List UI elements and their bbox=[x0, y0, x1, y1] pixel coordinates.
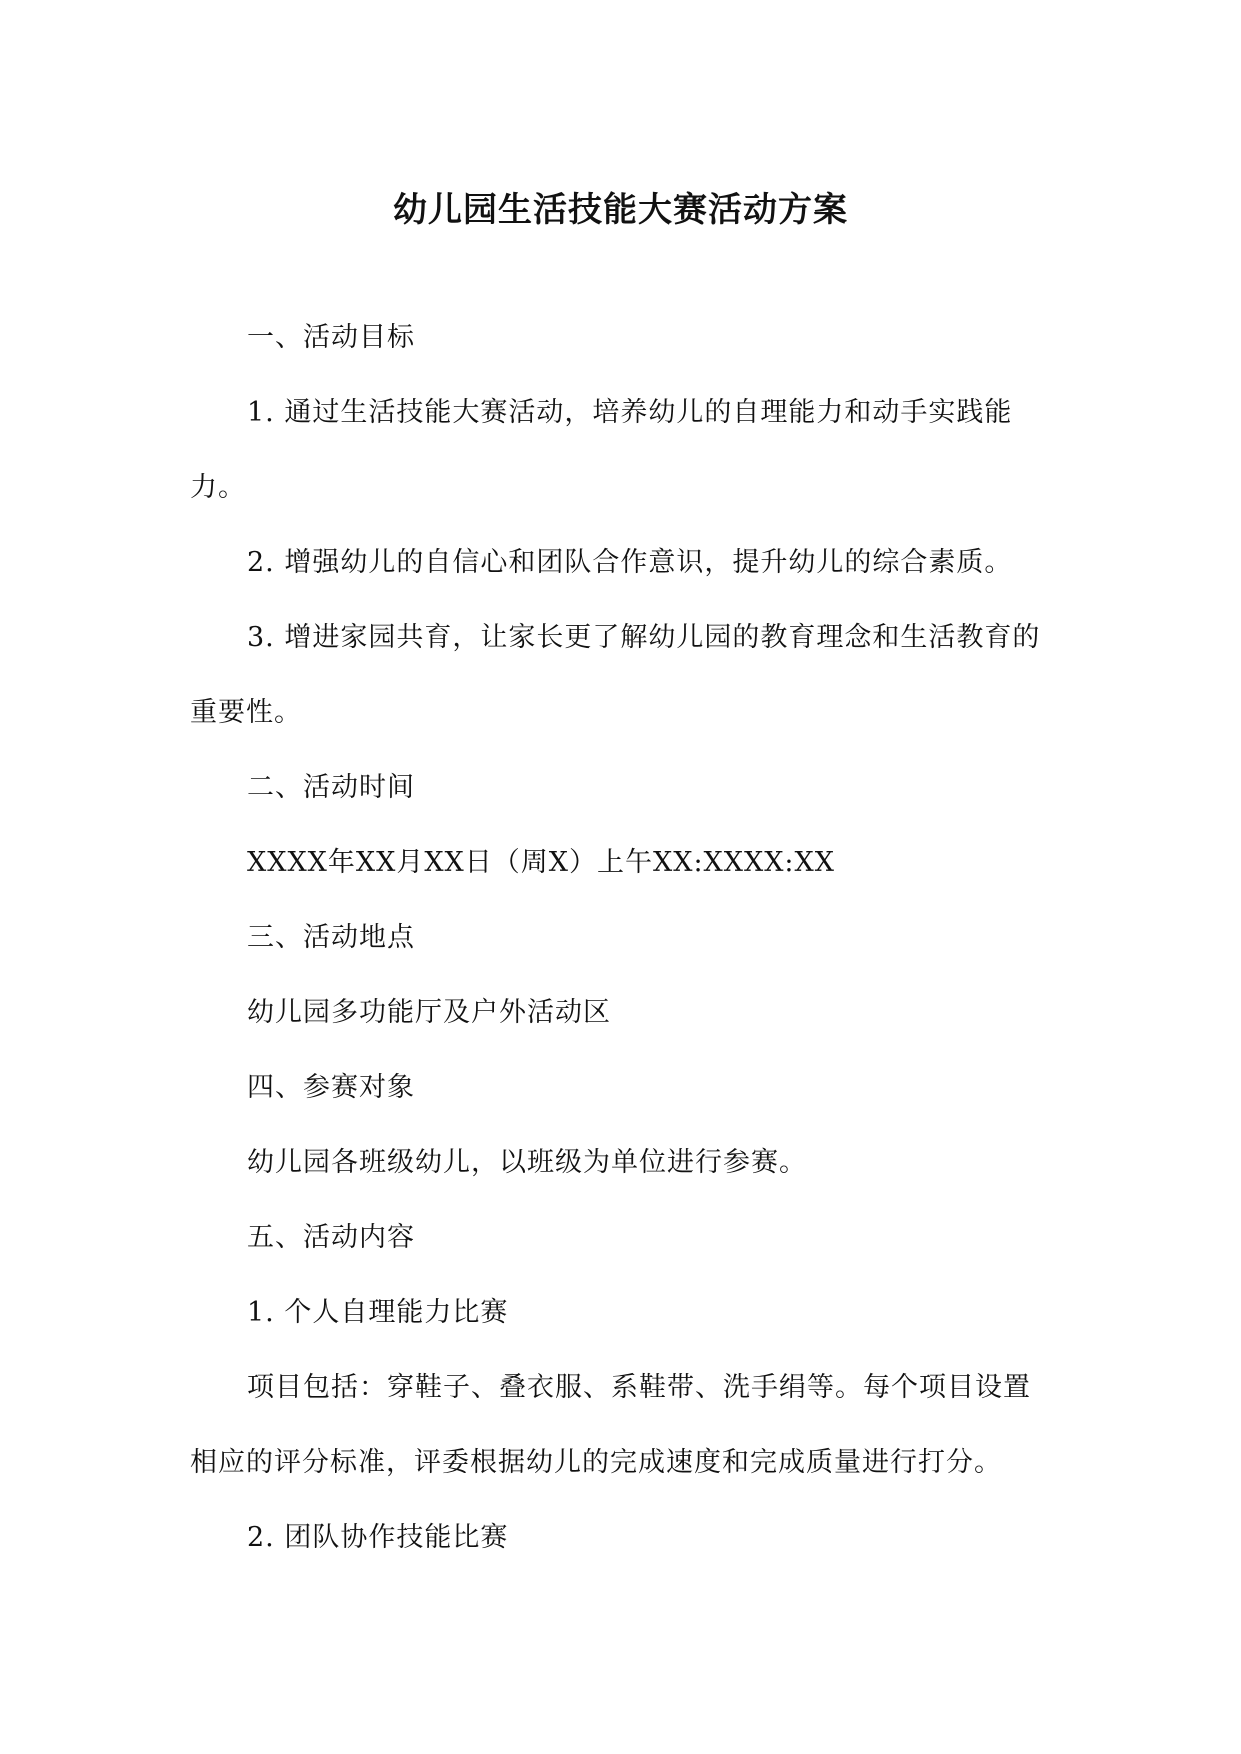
goal-item-3: 3. 增进家园共育，让家长更了解幼儿园的教育理念和生活教育的重要性。 bbox=[190, 622, 1041, 728]
document-body bbox=[190, 300, 1050, 1575]
content-item-2: 2. 团队协作技能比赛 bbox=[247, 1522, 509, 1553]
location-text: 幼儿园多功能厅及户外活动区 bbox=[247, 997, 611, 1028]
time-text: XXXX年XX月XX日（周X）上午XX:XXXX:XX bbox=[247, 847, 835, 878]
heading-content: 五、活动内容 bbox=[247, 1222, 415, 1253]
heading-goals: 一、活动目标 bbox=[247, 322, 415, 353]
heading-location: 三、活动地点 bbox=[247, 922, 415, 953]
document-title: 幼儿园生活技能大赛活动方案 bbox=[393, 190, 848, 230]
goal-item-2: 2. 增强幼儿的自信心和团队合作意识，提升幼儿的综合素质。 bbox=[247, 547, 1013, 578]
heading-time: 二、活动时间 bbox=[247, 772, 415, 803]
participants-text: 幼儿园各班级幼儿，以班级为单位进行参赛。 bbox=[247, 1147, 807, 1178]
content-item-1: 1. 个人自理能力比赛 bbox=[247, 1297, 509, 1328]
goal-item-1: 1. 通过生活技能大赛活动，培养幼儿的自理能力和动手实践能力。 bbox=[190, 397, 1013, 503]
content-item-1-detail: 项目包括：穿鞋子、叠衣服、系鞋带、洗手绢等。每个项目设置相应的评分标准，评委根据幼儿的完成速度和完成质量进行打分。 bbox=[190, 1372, 1031, 1478]
heading-participants: 四、参赛对象 bbox=[247, 1072, 415, 1103]
